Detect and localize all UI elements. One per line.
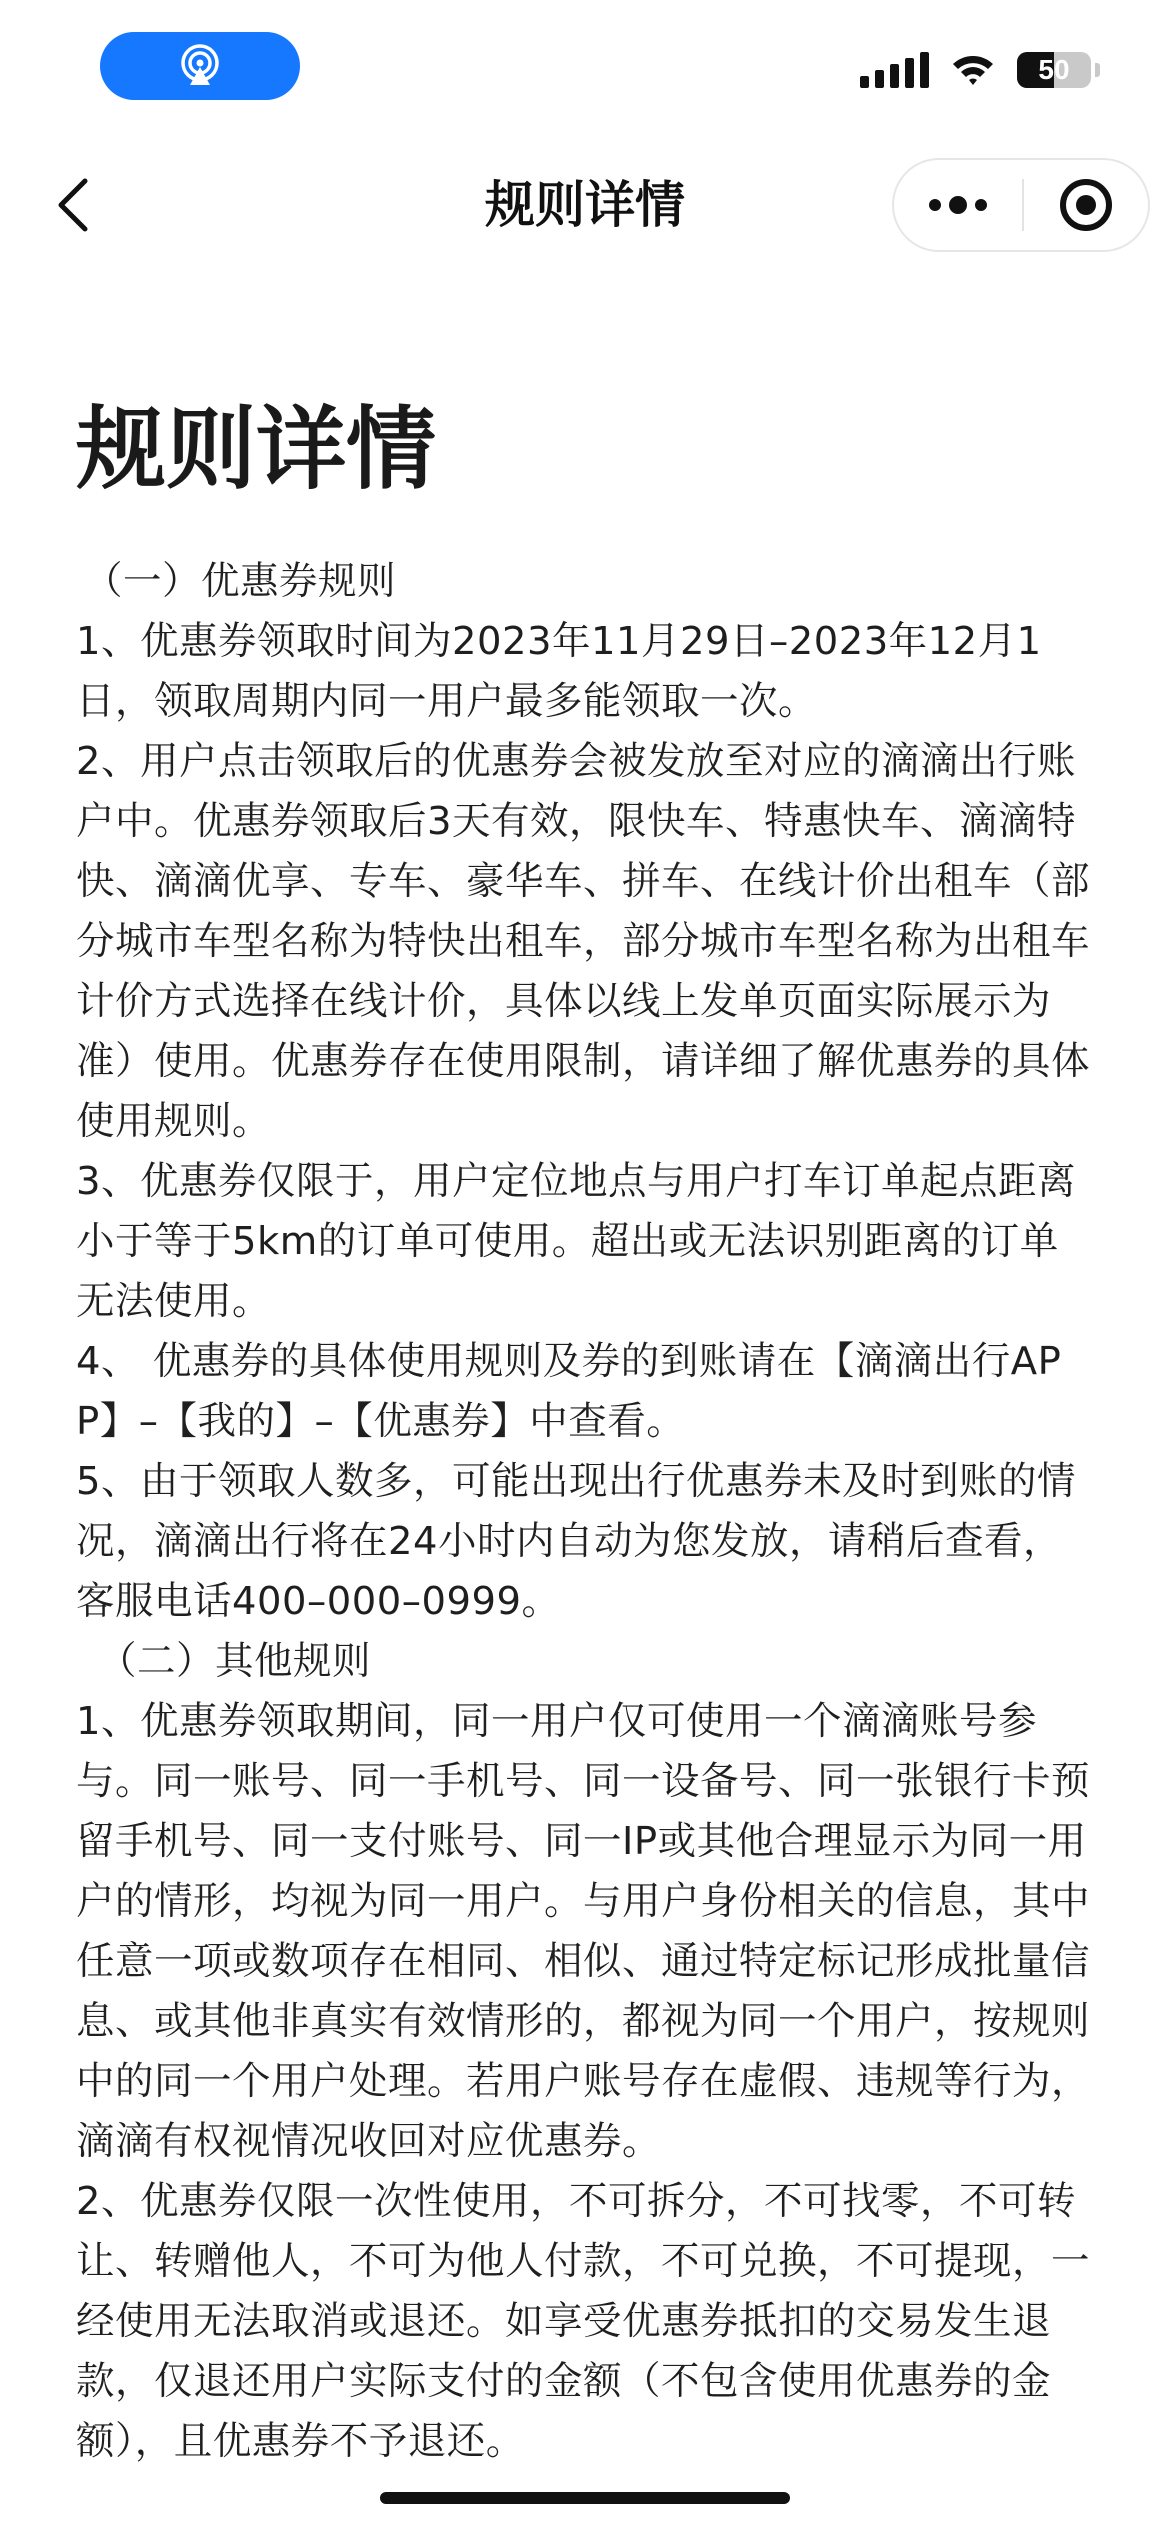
rule-paragraph: 2、用户点击领取后的优惠券会被发放至对应的滴滴出行账户中。优惠券领取后3天有效，限快车、特惠快车、滴滴特快、滴滴优享、专车、豪华车、拼车、在线计价出租车（部分城市车型名称为特快出租车，部分城市车型名称为出租车计价方式选择在线计价，具体以线上发单页面实际展示为准）使用。优惠券存在使用限制，请详细了解优惠券的具体使用规则。: [76, 739, 1091, 1144]
home-indicator: [380, 2492, 790, 2504]
mini-program-capsule: [892, 158, 1150, 252]
rule-paragraph: 1、优惠券领取期间，同一用户仅可使用一个滴滴账号参与。同一账号、同一手机号、同一设备号、同一张银行卡预留手机号、同一支付账号、同一IP或其他合理显示为同一用户的情形，均视为同一用户。与用户身份相关的信息，其中任意一项或数项存在相同、相似、通过特定标记形成批量信息、或其他非真实有效情形的，都视为同一个用户，按规则中的同一个用户处理。若用户账号存在虚假、违规等行为，滴滴有权视情况收回对应优惠券。: [76, 1699, 1091, 2164]
rule-paragraph: 5、由于领取人数多，可能出现出行优惠券未及时到账的情况，滴滴出行将在24小时内自动为您发放，请稍后查看，客服电话400–000–0999。: [76, 1459, 1076, 1624]
status-icons: [860, 52, 1100, 88]
battery-cap: [1095, 63, 1100, 77]
cellular-signal-icon: [860, 52, 929, 88]
rule-paragraph: 1、优惠券领取时间为2023年11月29日–2023年12月1日，领取周期内同一用户最多能领取一次。: [76, 619, 1042, 724]
rule-paragraph: 3、优惠券仅限于，用户定位地点与用户打车订单起点距离小于等于5km的订单可使用。超出或无法识别距离的订单无法使用。: [76, 1159, 1076, 1324]
wifi-icon: [951, 52, 995, 88]
nav-title: 规则详情: [485, 176, 685, 234]
battery-level: 50: [1038, 54, 1070, 85]
page-heading: 规则详情: [76, 397, 436, 502]
airplay-icon: [177, 43, 223, 89]
section-title-other-rules: （二）其他规则: [98, 1639, 372, 1684]
rule-paragraph: 2、优惠券仅限一次性使用，不可拆分，不可找零，不可转让、转赠他人，不可为他人付款，不可兑换，不可提现，一经使用无法取消或退还。如享受优惠券抵扣的交易发生退款，仅退还用户实际支付的金额（不包含使用优惠券的金额），且优惠券不予退还。: [76, 2179, 1091, 2464]
close-target-icon: [1059, 178, 1113, 232]
rules-content: [76, 390, 1096, 2472]
more-dot-right: [975, 199, 987, 211]
more-dot-center: [949, 196, 967, 214]
rule-paragraph: 4、 优惠券的具体使用规则及券的到账请在【滴滴出行APP】–【我的】–【优惠券】中查看。: [76, 1339, 1062, 1444]
more-button[interactable]: [894, 160, 1022, 250]
battery-icon: [1017, 52, 1091, 88]
close-button[interactable]: [1024, 160, 1148, 250]
airplay-indicator[interactable]: [100, 32, 300, 100]
rules-text: [76, 552, 1096, 2472]
more-dots-icon: [929, 199, 941, 211]
status-bar: [0, 0, 1170, 140]
navigation-bar: [0, 150, 1170, 260]
section-title-coupon-rules: （一）优惠券规则: [84, 559, 397, 604]
